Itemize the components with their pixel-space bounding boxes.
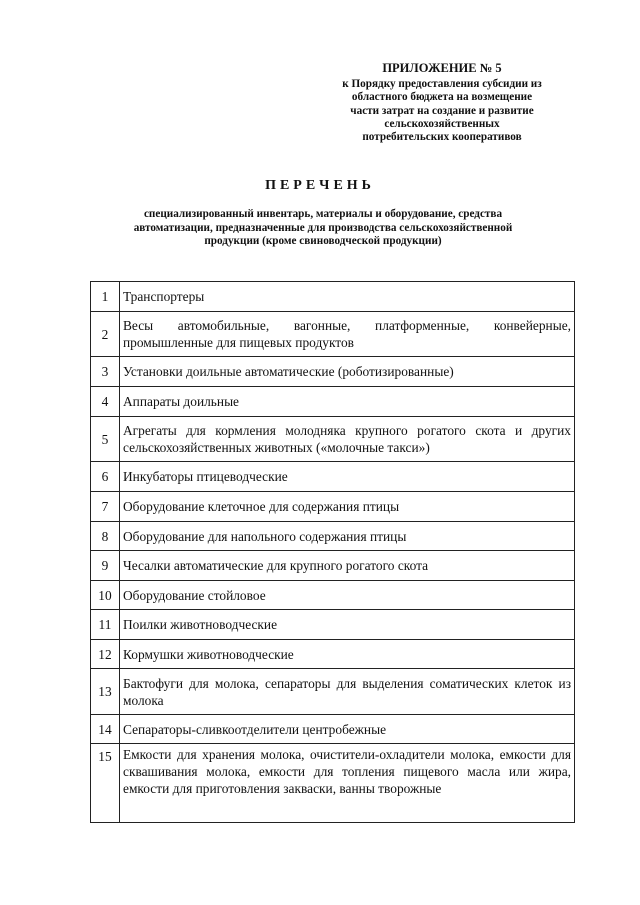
row-text: Бактофуги для молока, сепараторы для выделения соматических клеток из молока xyxy=(120,669,575,715)
document-heading: ПЕРЕЧЕНЬ xyxy=(265,178,375,193)
table-row xyxy=(91,715,575,744)
subtitle-line: продукции (кроме свиноводческой продукции) xyxy=(204,235,442,247)
row-number: 13 xyxy=(91,669,120,715)
table-row xyxy=(91,282,575,312)
row-number: 9 xyxy=(91,551,120,581)
row-number: 6 xyxy=(91,462,120,492)
table-row xyxy=(91,357,575,387)
appendix-line: сельскохозяйственных xyxy=(384,117,500,130)
table-row xyxy=(91,417,575,462)
table-row xyxy=(91,610,575,640)
row-number: 11 xyxy=(91,610,120,640)
appendix-line: части затрат на создание и развитие xyxy=(350,104,534,117)
row-number: 5 xyxy=(91,417,120,462)
table-row xyxy=(91,387,575,417)
row-text: Транспортеры xyxy=(120,282,575,312)
row-text: Оборудование стойловое xyxy=(120,581,575,610)
document-subtitle xyxy=(88,208,558,249)
row-number: 3 xyxy=(91,357,120,387)
table-row xyxy=(91,640,575,669)
table-row xyxy=(91,551,575,581)
appendix-line: областного бюджета на возмещение xyxy=(351,91,533,104)
row-text: Аппараты доильные xyxy=(120,387,575,417)
table-row xyxy=(91,669,575,715)
row-number: 4 xyxy=(91,387,120,417)
appendix-line: к Порядку предоставления субсидии из xyxy=(342,78,542,91)
row-text: Чесалки автоматические для крупного рогатого скота xyxy=(120,551,575,581)
row-text: Кормушки животноводческие xyxy=(120,640,575,669)
row-text: Емкости для хранения молока, очистители-охладители молока, емкости для сквашивания молока, емкости для топления пищевого масла или жира, емкости для приготовления закваски, ванны творожные xyxy=(120,744,575,823)
row-number: 15 xyxy=(91,744,120,823)
row-text: Оборудование для напольного содержания птицы xyxy=(120,522,575,551)
subtitle-line: автоматизации, предназначенные для производства сельскохозяйственной xyxy=(133,221,513,234)
row-text: Оборудование клеточное для содержания птицы xyxy=(120,492,575,522)
row-number: 12 xyxy=(91,640,120,669)
row-number: 10 xyxy=(91,581,120,610)
row-text: Весы автомобильные, вагонные, платформенные, конвейерные, промышленные для пищевых продуктов xyxy=(120,312,575,357)
table-row xyxy=(91,581,575,610)
row-number: 7 xyxy=(91,492,120,522)
table-row xyxy=(91,522,575,551)
table-row xyxy=(91,744,575,823)
row-number: 14 xyxy=(91,715,120,744)
table-row xyxy=(91,492,575,522)
appendix-header xyxy=(320,62,564,144)
row-number: 2 xyxy=(91,312,120,357)
appendix-title: ПРИЛОЖЕНИЕ № 5 xyxy=(382,61,502,75)
row-number: 8 xyxy=(91,522,120,551)
row-text: Агрегаты для кормления молодняка крупного рогатого скота и других сельскохозяйственных животных («молочные такси») xyxy=(120,417,575,462)
row-number: 1 xyxy=(91,282,120,312)
row-text: Установки доильные автоматические (роботизированные) xyxy=(120,357,575,387)
items-table xyxy=(90,281,575,823)
table-row xyxy=(91,462,575,492)
appendix-line: потребительских кооперативов xyxy=(362,131,522,144)
row-text: Инкубаторы птицеводческие xyxy=(120,462,575,492)
row-text: Поилки животноводческие xyxy=(120,610,575,640)
table-row xyxy=(91,312,575,357)
row-text: Сепараторы-сливкоотделители центробежные xyxy=(120,715,575,744)
subtitle-line: специализированный инвентарь, материалы и оборудование, средства xyxy=(143,208,503,220)
